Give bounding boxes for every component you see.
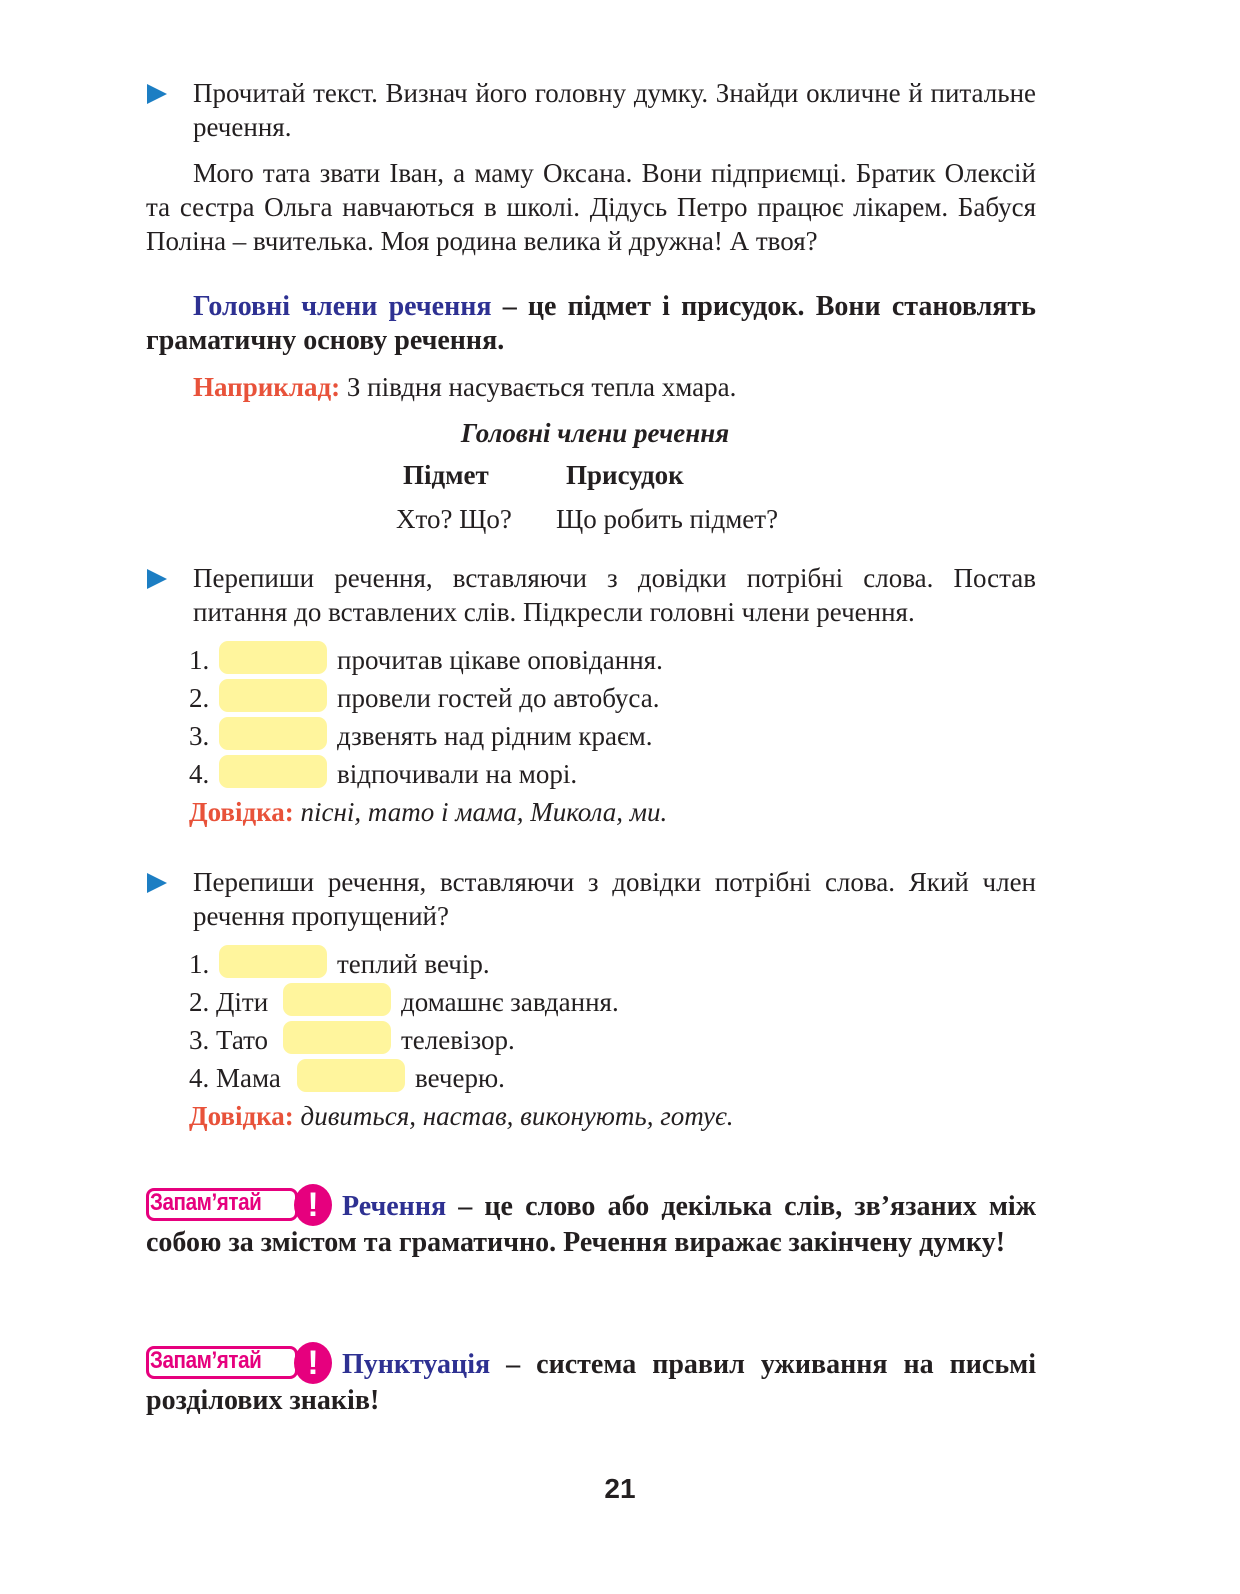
item-text: теплий вечір. xyxy=(337,949,490,979)
blank-field[interactable] xyxy=(297,1059,405,1092)
scheme-col1-head: Підмет xyxy=(403,460,489,490)
task-2-instruction: Перепиши речення, вставляючи з довідки потрібні слова. Постав питання до вставлених слів. Підкресли головні члени речення. xyxy=(193,563,1036,627)
blank-field[interactable] xyxy=(219,945,327,978)
example xyxy=(146,370,1036,404)
item-text: дзвенять над рідним краєм. xyxy=(337,721,653,751)
hint-text: дивиться, настав, виконують, готує. xyxy=(293,1101,734,1131)
task-1-text: Мого тата звати Іван, а маму Оксана. Вони підприємці. Братик Олексій та сестра Ольга навчаються в школі. Дідусь Петро працює лікарем. Бабуся Поліна – вчителька. Моя родина велика й дружна! А твоя? xyxy=(146,158,1036,256)
task-3-list xyxy=(146,945,1036,1097)
list-item xyxy=(146,945,1036,983)
arrow-right-icon xyxy=(147,569,167,589)
task-3-hint xyxy=(146,1099,1036,1133)
remember-term: Пунктуація xyxy=(342,1349,491,1380)
item-prefix: 3. Тато xyxy=(189,1025,269,1055)
arrow-right-icon xyxy=(147,873,167,893)
list-item xyxy=(146,1059,1036,1097)
item-prefix: 2. Діти xyxy=(189,987,269,1017)
hint-label: Довідка: xyxy=(189,1101,294,1131)
hint-label: Довідка: xyxy=(189,797,294,827)
task-2-hint xyxy=(146,795,1036,829)
item-number: 1. xyxy=(189,645,210,675)
list-item xyxy=(146,641,1036,679)
item-text: вечерю. xyxy=(415,1063,505,1093)
item-text: домашнє завдання. xyxy=(401,987,619,1017)
scheme-title: Головні члени речення xyxy=(460,418,730,448)
task-3 xyxy=(146,865,1036,1133)
remember-badge xyxy=(146,1344,332,1384)
item-number: 4. xyxy=(189,759,210,789)
hint-text: пісні, тато і мама, Микола, ми. xyxy=(293,797,668,827)
task-1-instruction-row xyxy=(146,76,1036,144)
blank-field[interactable] xyxy=(219,641,327,674)
example-label: Наприклад: xyxy=(193,372,341,402)
list-item xyxy=(146,717,1036,755)
rule-rest: – це підмет і присудок. Вони становлять граматичну основу речення. xyxy=(146,291,1036,356)
item-number: 2. xyxy=(189,683,210,713)
exclamation-icon: ! xyxy=(294,1342,332,1384)
item-prefix: 4. Мама xyxy=(189,1063,281,1093)
item-text: прочитав цікаве оповідання. xyxy=(337,645,663,675)
list-item xyxy=(146,983,1036,1021)
item-text: провели гостей до автобуса. xyxy=(337,683,660,713)
remember-sentence-text xyxy=(146,1186,1036,1260)
rule-main-members xyxy=(146,290,1036,358)
badge-label: Запам’ятай xyxy=(150,1347,262,1374)
blank-field[interactable] xyxy=(283,1021,391,1054)
example-line xyxy=(146,370,1036,404)
task-2-list xyxy=(146,641,1036,793)
remember-punctuation-text xyxy=(146,1344,1036,1418)
exclamation-icon: ! xyxy=(294,1184,332,1226)
task-1 xyxy=(146,76,1036,258)
scheme-col2-question: Що робить підмет? xyxy=(556,504,779,534)
item-text: відпочивали на морі. xyxy=(337,759,578,789)
blank-field[interactable] xyxy=(219,755,327,788)
rule-term: Головні члени речення xyxy=(193,291,492,322)
page-number: 21 xyxy=(604,1473,636,1504)
task-1-instruction: Прочитай текст. Визнач його головну думку. Знайди окличне й питальне речення. xyxy=(193,78,1036,142)
blank-field[interactable] xyxy=(219,717,327,750)
list-item xyxy=(146,1021,1036,1059)
remember-punctuation xyxy=(146,1344,1036,1418)
arrow-right-icon xyxy=(147,84,167,104)
list-item xyxy=(146,679,1036,717)
scheme-col1-question: Хто? Що? xyxy=(396,504,512,534)
task-3-instruction: Перепиши речення, вставляючи з довідки потрібні слова. Який член речення пропущений? xyxy=(193,867,1036,931)
blank-field[interactable] xyxy=(283,983,391,1016)
blank-field[interactable] xyxy=(219,679,327,712)
scheme-col2-head: Присудок xyxy=(566,460,684,490)
task-2 xyxy=(146,561,1036,829)
remember-sentence xyxy=(146,1186,1036,1260)
list-item xyxy=(146,755,1036,793)
remember-rest: – це слово або декілька слів, зв’язаних між собою за змістом та граматично. Речення виражає закінчену думку! xyxy=(146,1191,1036,1258)
remember-badge xyxy=(146,1186,332,1226)
rule-main-members-text xyxy=(146,290,1036,358)
task-3-instruction-row xyxy=(146,865,1036,933)
item-prefix: 1. xyxy=(189,949,210,979)
task-2-instruction-row xyxy=(146,561,1036,629)
item-number: 3. xyxy=(189,721,210,751)
remember-rest: – система правил уживання на письмі розділових знаків! xyxy=(146,1349,1036,1416)
remember-term: Речення xyxy=(342,1191,447,1222)
badge-label: Запам’ятай xyxy=(150,1189,262,1216)
item-text: телевізор. xyxy=(401,1025,515,1055)
example-text: З півдня насувається тепла хмара. xyxy=(340,372,737,402)
